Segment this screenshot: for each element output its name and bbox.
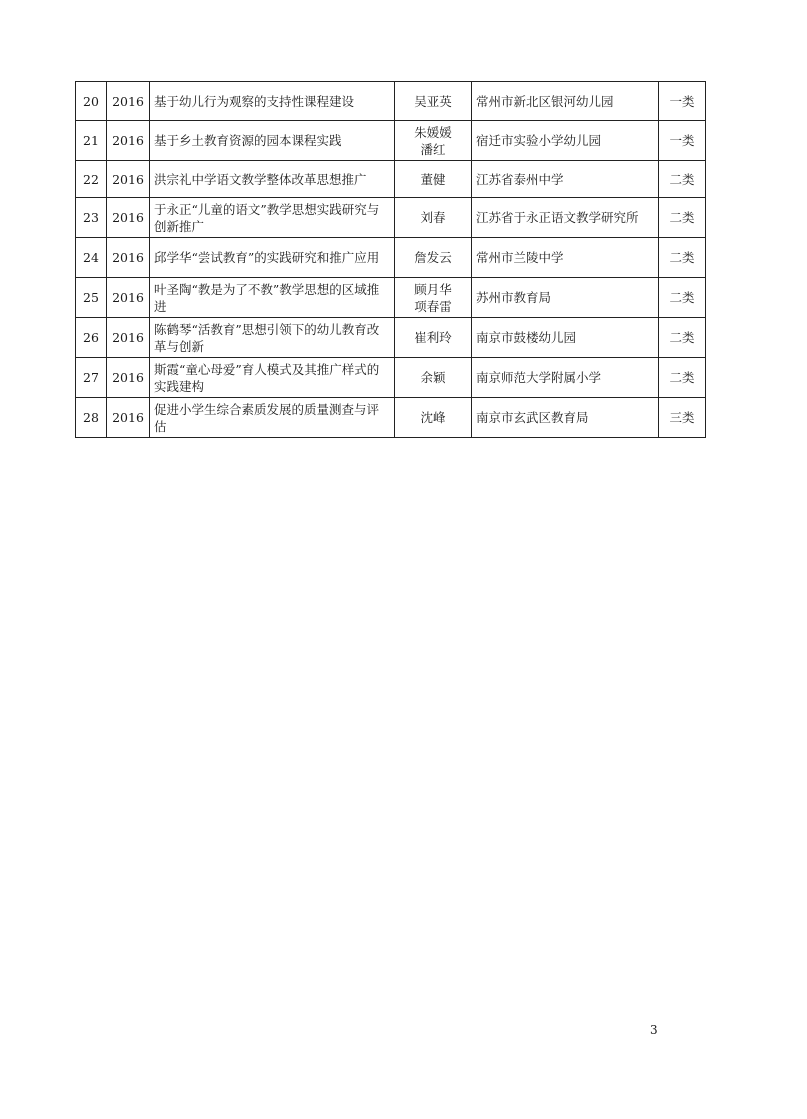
row-year: 2016 xyxy=(107,238,150,278)
row-number: 21 xyxy=(76,121,107,161)
row-year: 2016 xyxy=(107,358,150,398)
table-row xyxy=(76,398,706,438)
row-organization: 南京市鼓楼幼儿园 xyxy=(472,318,659,358)
row-number: 24 xyxy=(76,238,107,278)
row-title: 陈鹤琴“活教育”思想引领下的幼儿教育改革与创新 xyxy=(150,318,395,358)
row-title: 于永正“儿童的语文”教学思想实践研究与创新推广 xyxy=(150,198,395,238)
row-author: 崔利玲 xyxy=(395,318,472,358)
row-organization: 苏州市教育局 xyxy=(472,278,659,318)
row-author: 朱媛媛 潘红 xyxy=(395,121,472,161)
page-number: 3 xyxy=(650,1023,658,1037)
row-author: 吴亚英 xyxy=(395,82,472,121)
row-grade: 二类 xyxy=(659,198,706,238)
row-grade: 二类 xyxy=(659,278,706,318)
row-title: 叶圣陶“教是为了不教”教学思想的区域推进 xyxy=(150,278,395,318)
table-row xyxy=(76,161,706,198)
table-row xyxy=(76,278,706,318)
row-organization: 常州市兰陵中学 xyxy=(472,238,659,278)
row-author: 詹发云 xyxy=(395,238,472,278)
row-year: 2016 xyxy=(107,161,150,198)
row-grade: 一类 xyxy=(659,82,706,121)
row-organization: 江苏省于永正语文教学研究所 xyxy=(472,198,659,238)
table-row xyxy=(76,121,706,161)
table-row xyxy=(76,238,706,278)
table-row xyxy=(76,358,706,398)
row-organization: 宿迁市实验小学幼儿园 xyxy=(472,121,659,161)
row-grade: 一类 xyxy=(659,121,706,161)
row-author: 刘春 xyxy=(395,198,472,238)
row-grade: 三类 xyxy=(659,398,706,438)
project-table xyxy=(75,81,706,438)
row-number: 28 xyxy=(76,398,107,438)
row-number: 26 xyxy=(76,318,107,358)
row-year: 2016 xyxy=(107,398,150,438)
row-title: 斯霞“童心母爱”育人模式及其推广样式的实践建构 xyxy=(150,358,395,398)
table-row xyxy=(76,318,706,358)
row-number: 25 xyxy=(76,278,107,318)
row-number: 22 xyxy=(76,161,107,198)
row-organization: 南京市玄武区教育局 xyxy=(472,398,659,438)
row-number: 20 xyxy=(76,82,107,121)
row-grade: 二类 xyxy=(659,238,706,278)
row-grade: 二类 xyxy=(659,358,706,398)
row-author: 余颖 xyxy=(395,358,472,398)
row-organization: 江苏省泰州中学 xyxy=(472,161,659,198)
row-author: 顾月华 项春雷 xyxy=(395,278,472,318)
row-author: 沈峰 xyxy=(395,398,472,438)
row-organization: 常州市新北区银河幼儿园 xyxy=(472,82,659,121)
row-title: 促进小学生综合素质发展的质量测查与评估 xyxy=(150,398,395,438)
row-grade: 二类 xyxy=(659,161,706,198)
row-year: 2016 xyxy=(107,82,150,121)
row-title: 邱学华“尝试教育”的实践研究和推广应用 xyxy=(150,238,395,278)
row-year: 2016 xyxy=(107,278,150,318)
row-title: 基于乡土教育资源的园本课程实践 xyxy=(150,121,395,161)
row-year: 2016 xyxy=(107,121,150,161)
row-number: 27 xyxy=(76,358,107,398)
row-year: 2016 xyxy=(107,198,150,238)
row-year: 2016 xyxy=(107,318,150,358)
table-row xyxy=(76,82,706,121)
row-title: 基于幼儿行为观察的支持性课程建设 xyxy=(150,82,395,121)
table-row xyxy=(76,198,706,238)
project-table-body xyxy=(76,82,706,438)
row-number: 23 xyxy=(76,198,107,238)
row-title: 洪宗礼中学语文教学整体改革思想推广 xyxy=(150,161,395,198)
row-organization: 南京师范大学附属小学 xyxy=(472,358,659,398)
row-author: 董健 xyxy=(395,161,472,198)
row-grade: 二类 xyxy=(659,318,706,358)
